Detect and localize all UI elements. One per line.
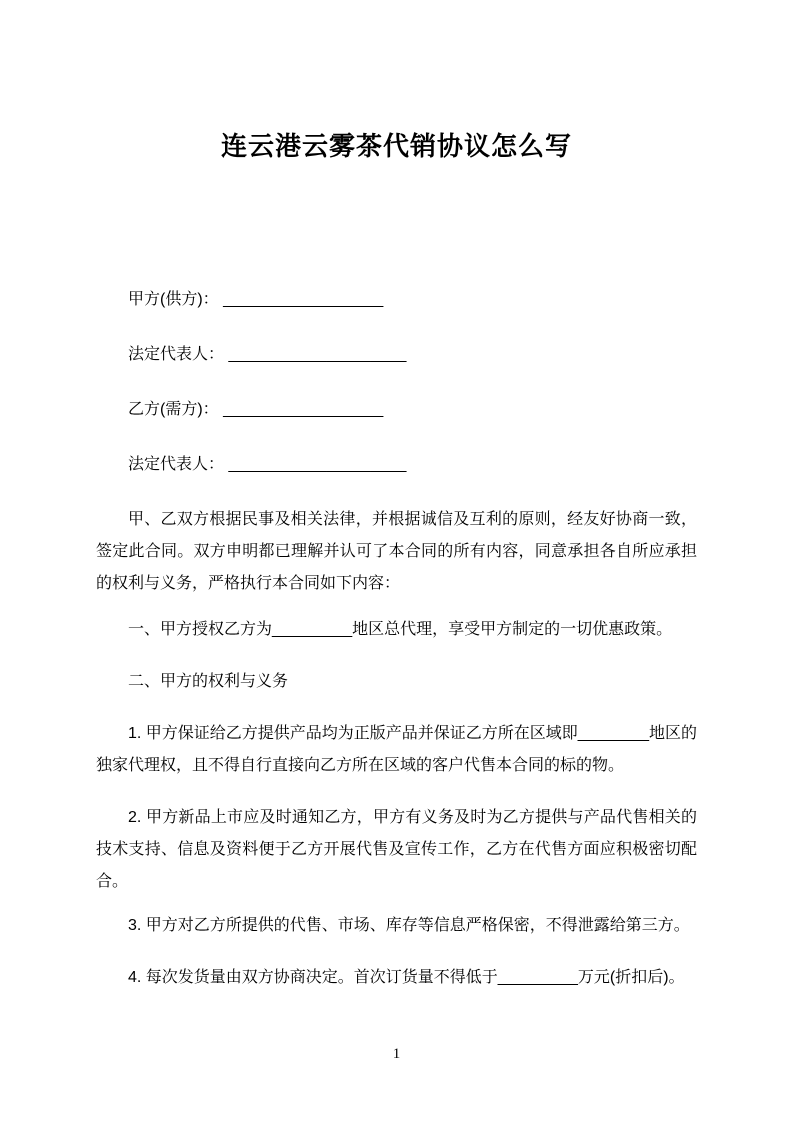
subclause-2-4: 4. 每次发货量由双方协商决定。首次订货量不得低于_________万元(折扣后)。 [128,969,685,986]
clause-2-heading: 二、甲方的权利与义务 [128,673,289,690]
subclause-2-2: 2. 甲方新品上市应及时通知乙方，甲方有义务及时为乙方提供与产品代售相关的技术支持、信息及资料便于乙方开展代售及宣传工作，乙方在代售方面应积极密切配合。 [96,809,697,890]
field-party-b-buyer: 乙方(需方)： __________________ [128,401,384,418]
subclause-2-1: 1. 甲方保证给乙方提供产品均为正版产品并保证乙方所在区域即________地区的独家代理权，且不得自行直接向乙方所在区域的客户代售本合同的标的物。 [96,725,697,774]
field-party-a-supplier: 甲方(供方)： __________________ [128,291,384,308]
intro-paragraph: 甲、乙双方根据民事及相关法律，并根据诚信及互利的原则，经友好协商一致，签定此合同。双方申明都已理解并认可了本合同的所有内容，同意承担各自所应承担的权利与义务，严格执行本合同如下内容： [96,511,697,592]
field-legal-representative-a: 法定代表人： ____________________ [128,346,407,363]
subclause-2-3: 3. 甲方对乙方所提供的代售、市场、库存等信息严格保密，不得泄露给第三方。 [128,917,690,934]
document-title: 连云港云雾茶代销协议怎么写 [220,131,572,161]
field-legal-representative-b: 法定代表人： ____________________ [128,456,407,473]
clause-1: 一、甲方授权乙方为_________地区总代理，享受甲方制定的一切优惠政策。 [128,621,673,638]
page-number: 1 [392,1046,401,1062]
